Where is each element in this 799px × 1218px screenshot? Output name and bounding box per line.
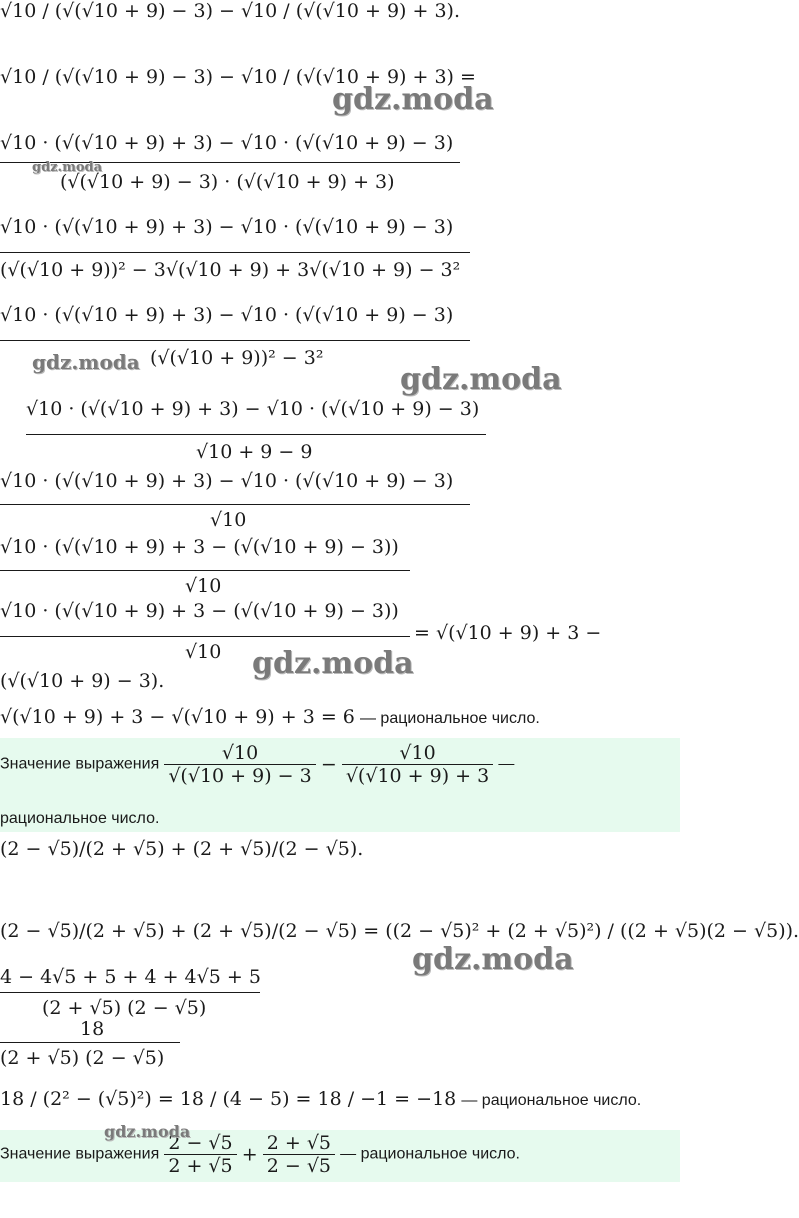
expr-line-6-den: √10 + 9 − 9 xyxy=(26,434,486,463)
answer-1-dash: — xyxy=(498,755,515,773)
answer-1-frac-b-num: √10 xyxy=(342,742,493,765)
answer-1-prefix: Значение выражения xyxy=(0,755,160,773)
answer-2-suffix: — рациональное число. xyxy=(340,1145,520,1163)
watermark-logo: gdz.moda xyxy=(32,160,103,175)
watermark-logo: gdz.moda xyxy=(332,82,494,117)
expr-line-8-num: √10 · (√(√10 + 9) + 3 − (√(√10 + 9) − 3)) xyxy=(0,536,399,558)
expr-line-6-num: √10 · (√(√10 + 9) + 3) − √10 · (√(√10 + 9) − 3) xyxy=(26,398,480,420)
expr-line-8-den: √10 xyxy=(0,570,410,597)
answer-1-minus: − xyxy=(320,753,337,776)
expr-line-3-den: (√(√10 + 9) − 3) · (√(√10 + 9) + 3) xyxy=(0,162,460,193)
answer-2-plus: + xyxy=(241,1143,258,1166)
expr-line-5-den: (√(√10 + 9))² − 3² xyxy=(0,340,470,369)
result-expr-1: √(√10 + 9) + 3 − √(√10 + 9) + 3 = 6 xyxy=(0,706,355,728)
answer-1-frac-b xyxy=(342,742,493,787)
expr-line-9-den: √10 xyxy=(0,636,410,663)
watermark-logo: gdz.moda xyxy=(104,1122,191,1141)
result-suffix-2: — рациональное число. xyxy=(461,1092,642,1109)
watermark-logo: gdz.moda xyxy=(400,362,562,397)
answer-1-row xyxy=(0,742,514,787)
answer-2-frac-b-num: 2 + √5 xyxy=(263,1132,335,1155)
answer-box-2 xyxy=(0,1130,680,1182)
expr2-line-1: (2 − √5)/(2 + √5) + (2 + √5)/(2 − √5). xyxy=(0,838,364,860)
expr2-line-4-den: (2 + √5) (2 − √5) xyxy=(0,1042,180,1069)
expr-line-10: (√(√10 + 9) − 3). xyxy=(0,670,165,692)
expr2-line-3-num: 4 − 4√5 + 5 + 4 + 4√5 + 5 xyxy=(0,966,261,988)
watermark-logo: gdz.moda xyxy=(32,350,140,374)
answer-1-suffix: рациональное число. xyxy=(0,810,160,827)
answer-1-frac-a-num: √10 xyxy=(164,742,315,765)
watermark-logo: gdz.moda xyxy=(252,646,414,681)
expr-line-9-rhs: = √(√10 + 9) + 3 − xyxy=(414,622,602,644)
answer-2-row xyxy=(0,1132,520,1177)
expr-line-9-num: √10 · (√(√10 + 9) + 3 − (√(√10 + 9) − 3)) xyxy=(0,600,399,622)
answer-2-frac-a-den: 2 + √5 xyxy=(168,1155,233,1177)
answer-1-frac-b-den: √(√10 + 9) + 3 xyxy=(345,765,490,787)
result-line-2 xyxy=(0,1088,641,1110)
answer-1-frac-a xyxy=(164,742,315,787)
answer-1-frac-a-den: √(√10 + 9) − 3 xyxy=(168,765,312,787)
expr-line-2: √10 / (√(√10 + 9) − 3) − √10 / (√(√10 + 9) + 3) = xyxy=(0,66,476,88)
watermark-logo: gdz.moda xyxy=(412,942,574,977)
answer-2-prefix: Значение выражения xyxy=(0,1145,160,1163)
answer-box-1 xyxy=(0,738,680,832)
expr-line-4-den: (√(√10 + 9))² − 3√(√10 + 9) + 3√(√10 + 9) − 3² xyxy=(0,252,470,281)
expr2-line-2: (2 − √5)/(2 + √5) + (2 + √5)/(2 − √5) = ((2 − √5)² + (2 + √5)²) / ((2 + √5)(2 − √5)). xyxy=(0,920,799,942)
expr-line-7-num: √10 · (√(√10 + 9) + 3) − √10 · (√(√10 + 9) − 3) xyxy=(0,470,454,492)
expr-line-7-den: √10 xyxy=(0,504,470,531)
answer-2-frac-b xyxy=(263,1132,335,1177)
result-suffix-1: — рациональное число. xyxy=(359,710,540,727)
expr-line-3-num: √10 · (√(√10 + 9) + 3) − √10 · (√(√10 + 9) − 3) xyxy=(0,132,454,154)
answer-2-frac-a-num: 2 − √5 xyxy=(164,1132,236,1155)
answer-2-frac-b-den: 2 − √5 xyxy=(266,1155,332,1177)
expr-line-4-num: √10 · (√(√10 + 9) + 3) − √10 · (√(√10 + 9) − 3) xyxy=(0,216,454,238)
result-line-1 xyxy=(0,706,540,728)
expr2-line-4-num: 18 xyxy=(80,1018,105,1040)
expr-line-1: √10 / (√(√10 + 9) − 3) − √10 / (√(√10 + 9) + 3). xyxy=(0,0,460,22)
expr2-line-3-den: (2 + √5) (2 − √5) xyxy=(0,992,260,1019)
result-expr-2: 18 / (2² − (√5)²) = 18 / (4 − 5) = 18 / −1 = −18 xyxy=(0,1088,457,1110)
expr-line-5-num: √10 · (√(√10 + 9) + 3) − √10 · (√(√10 + 9) − 3) xyxy=(0,304,454,326)
